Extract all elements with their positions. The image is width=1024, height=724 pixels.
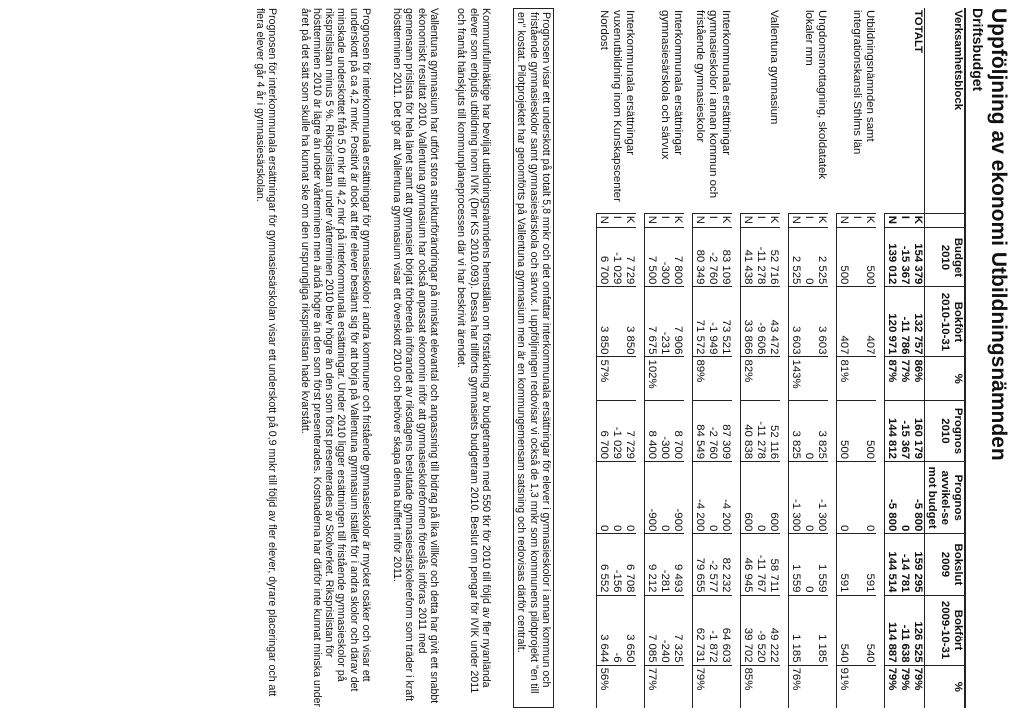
cell-prognos: 500 [837, 400, 851, 461]
cell-bokfort: -11 786 [898, 287, 911, 357]
cell-pct [815, 357, 828, 400]
cell-prognos: 8 700 [671, 400, 684, 461]
cell-avv: -5 800 [911, 462, 925, 534]
paragraph-interkommunala [298, 8, 372, 708]
cell-bokfort09: -240 [658, 595, 671, 665]
cell-bokslut: 6 708 [623, 534, 636, 595]
cell-avv: -4 200 [719, 462, 732, 534]
spacer-row [684, 8, 693, 708]
cell-pct2: 85% [741, 665, 755, 708]
cell-budget: 7 800 [671, 228, 684, 287]
cell-prognos: 40 838 [741, 400, 755, 461]
cell-bokfort09: 7 325 [671, 595, 684, 665]
table-row [623, 8, 636, 708]
cell-bokfort: 7 906 [671, 287, 684, 357]
cell-pct [706, 357, 719, 400]
cell-bokfort09: 3 650 [623, 595, 636, 665]
spacer-row [876, 8, 885, 708]
cell-pct2: 91% [837, 665, 851, 708]
cell-bokslut: 1 559 [815, 534, 828, 595]
paragraph-gymnasium [391, 8, 440, 708]
budget-table [596, 8, 966, 708]
cell-bokfort [802, 287, 815, 357]
cell-prognos: 160 179 [911, 400, 925, 461]
cell-pct: 143% [789, 357, 803, 400]
cell-bokfort09: 540 [863, 595, 876, 665]
cell-bokslut: 1 559 [789, 534, 803, 595]
row-code: K [863, 213, 876, 228]
cell-prognos: 7 729 [623, 400, 636, 461]
cell-prognos [850, 400, 863, 461]
cell-avv: 0 [597, 462, 611, 534]
spacer-row [732, 8, 741, 708]
cell-pct2: 77% [645, 665, 659, 708]
cell-budget [850, 228, 863, 287]
cell-bokfort09: 39 702 [741, 595, 755, 665]
cell-pct2 [767, 665, 780, 708]
page-title: Uppföljning av ekonomi Utbildningsnämnden [987, 8, 1010, 461]
cell-budget: 6 700 [597, 228, 611, 287]
cell-avv [850, 462, 863, 534]
cell-bokfort: -1 949 [706, 287, 719, 357]
table-row [671, 8, 684, 708]
cell-pct2 [610, 665, 623, 708]
cell-prognos: 3 825 [789, 400, 803, 461]
row-code: I [610, 213, 623, 228]
row-code: I [706, 213, 719, 228]
cell-avv: -5 800 [885, 462, 899, 534]
cell-pct2 [815, 665, 828, 708]
cell-avv: 0 [658, 462, 671, 534]
cell-pct2: 79% [693, 665, 707, 708]
row-code: K [911, 213, 925, 228]
cell-pct [754, 357, 767, 400]
row-label: Vallentuna gymnasium [768, 10, 780, 125]
cell-avv: 0 [863, 462, 876, 534]
cell-prognos: 84 549 [693, 400, 707, 461]
spacer-row [636, 8, 645, 708]
cell-bokfort: 3 850 [623, 287, 636, 357]
paragraph-text: Kommunfullmäktige har beviljat utbildningsnämndens hemställan om förstärkning av budgetramen med 550 tkr för 2010 till följd av fler nyanlända elever som erbjuds utbildning inom IVIK (Dnr KS 2010.093). Dessa har tillförts gymnasiets budgetram 2010. Beslut om pengar för IVIK under 2011 och framåt hänskjuts till kommunplaneprocessen där vi har beskrivit ärendet. [455, 8, 492, 694]
cell-bokfort: 33 866 [741, 287, 755, 357]
cell-bokfort: 73 521 [719, 287, 732, 357]
cell-bokslut: -2 577 [706, 534, 719, 595]
row-code: I [898, 213, 911, 228]
cell-bokslut: 591 [837, 534, 851, 595]
cell-budget: 7 729 [623, 228, 636, 287]
cell-bokslut: 159 295 [911, 534, 925, 595]
cell-pct2: 79% [911, 665, 925, 708]
cell-bokfort: 3 603 [789, 287, 803, 357]
cell-avv: -1 300 [815, 462, 828, 534]
cell-bokslut: 79 655 [693, 534, 707, 595]
cell-bokfort09 [802, 595, 815, 665]
row-label: Utbildningsnämnden samt integrationskansli Sthlms län [851, 10, 876, 155]
cell-avv: 0 [706, 462, 719, 534]
cell-pct: 81% [837, 357, 851, 400]
cell-bokslut: 82 232 [719, 534, 732, 595]
cell-prognos: -2 760 [706, 400, 719, 461]
cell-bokfort: 71 572 [693, 287, 707, 357]
cell-prognos: 500 [863, 400, 876, 461]
cell-bokslut: 144 514 [885, 534, 899, 595]
cell-bokfort09: -6 [610, 595, 623, 665]
col-header-block: Verksamhetsblock [925, 8, 966, 213]
row-code: I [754, 213, 767, 228]
cell-budget: 0 [802, 228, 815, 287]
cell-pct: 77% [898, 357, 911, 400]
cell-bokslut: 0 [802, 534, 815, 595]
table-row [767, 8, 780, 708]
table-row [863, 8, 876, 708]
cell-bokfort09: -9 520 [754, 595, 767, 665]
cell-bokfort [610, 287, 623, 357]
cell-bokslut: -156 [610, 534, 623, 595]
table-row [815, 8, 828, 708]
cell-pct: 87% [885, 357, 899, 400]
cell-bokfort09: 64 603 [719, 595, 732, 665]
col-header-bokfort09: Bokfört 2009-10-31 [925, 595, 966, 665]
cell-budget: -300 [658, 228, 671, 287]
cell-pct [802, 357, 815, 400]
table-header-row [925, 8, 966, 708]
cell-budget: 2 525 [789, 228, 803, 287]
cell-bokfort: 407 [863, 287, 876, 357]
cell-budget: -15 367 [898, 228, 911, 287]
cell-bokfort: 3 850 [597, 287, 611, 357]
cell-bokfort09: 540 [837, 595, 851, 665]
row-code: I [802, 213, 815, 228]
spacer-row [828, 8, 837, 708]
spacer-cell [876, 8, 885, 708]
cell-pct2: 76% [789, 665, 803, 708]
cell-pct: 102% [645, 357, 659, 400]
row-code: K [671, 213, 684, 228]
cell-bokslut: 58 711 [767, 534, 780, 595]
cell-pct2 [802, 665, 815, 708]
cell-bokfort: 7 675 [645, 287, 659, 357]
cell-prognos: 144 812 [885, 400, 899, 461]
cell-bokfort09: 49 222 [767, 595, 780, 665]
cell-bokfort09: 7 085 [645, 595, 659, 665]
table-row [719, 8, 732, 708]
cell-pct2: 56% [597, 665, 611, 708]
cell-avv: -900 [645, 462, 659, 534]
cell-budget: 41 438 [741, 228, 755, 287]
cell-bokfort: -9 606 [754, 287, 767, 357]
cell-pct [623, 357, 636, 400]
row-label: TOTALT [912, 10, 924, 54]
paragraph-text: Vallentuna gymnasium har utfört stora strukturförändringar på minskat elevantal och anpassning till bidrag på lika villkor och detta har givit ett snabbt ekonomiskt resultat 2010. Vallentuna gymnasium har också anpassat ekonomin inför att gymnasieskolreformen föreslås införas 2011 med gemensam prislista för hela länet samt att gymnasiet börjat förbereda införandet av riksdagens beslutade gymnasiesärskolereform som träder i kraft höstterminen 2011. Det gör att Vallentuna gymnasium visar ett överskott 2010 och behöver skapa denna buffert inför 2011. [391, 8, 440, 704]
cell-bokfort: 120 971 [885, 287, 899, 357]
cell-pct [850, 357, 863, 400]
cell-bokslut: 591 [863, 534, 876, 595]
cell-prognos: -11 278 [754, 400, 767, 461]
cell-pct2 [850, 665, 863, 708]
cell-pct2 [719, 665, 732, 708]
cell-pct: 57% [597, 357, 611, 400]
cell-avv: -1 300 [789, 462, 803, 534]
cell-budget: 83 109 [719, 228, 732, 287]
cell-bokfort: -231 [658, 287, 671, 357]
row-code: N [597, 213, 611, 228]
row-code: K [767, 213, 780, 228]
cell-prognos: -300 [658, 400, 671, 461]
cell-avv: 0 [623, 462, 636, 534]
cell-pct [610, 357, 623, 400]
table-row [911, 8, 925, 708]
page-subtitle: Driftsbudget [970, 8, 986, 92]
cell-prognos: 8 400 [645, 400, 659, 461]
cell-avv: -4 200 [693, 462, 707, 534]
col-header-bokfort: Bokfört 2010-10-31 [925, 287, 966, 357]
col-header-code [925, 213, 966, 228]
cell-bokfort09 [850, 595, 863, 665]
cell-bokfort09: 1 185 [789, 595, 803, 665]
cell-prognos: -15 367 [898, 400, 911, 461]
cell-budget: -11 278 [754, 228, 767, 287]
cell-bokslut: 46 945 [741, 534, 755, 595]
cell-bokslut: -11 767 [754, 534, 767, 595]
cell-prognos: -1 029 [610, 400, 623, 461]
cell-avv: 0 [754, 462, 767, 534]
cell-bokfort [850, 287, 863, 357]
cell-bokfort09: -11 638 [898, 595, 911, 665]
row-code: N [645, 213, 659, 228]
cell-bokfort: 132 757 [911, 287, 925, 357]
cell-pct2 [623, 665, 636, 708]
paragraph-text: Prognosen för interkommunala ersättningar för gymnasiesärskolan visar ett underskott på 0,9 mnkr till följd av fler elever, dyrare placeringar och att flera elever går 4 år i gymnasiesärskolan. [253, 8, 278, 697]
cell-budget: 52 716 [767, 228, 780, 287]
cell-pct [719, 357, 732, 400]
cell-pct2 [754, 665, 767, 708]
cell-pct [767, 357, 780, 400]
cell-budget: 7 500 [645, 228, 659, 287]
cell-avv: -900 [671, 462, 684, 534]
col-header-pct2: % [925, 665, 966, 708]
cell-bokfort09: 126 525 [911, 595, 925, 665]
paragraph-ivik [455, 8, 492, 708]
table-body [597, 8, 925, 708]
cell-pct: 82% [741, 357, 755, 400]
row-label: Interkommunala ersättningar gymnasiesärskola och särvux [659, 10, 684, 160]
row-code: K [719, 213, 732, 228]
cell-bokslut: 9 493 [671, 534, 684, 595]
cell-avv: 600 [767, 462, 780, 534]
summary-box [513, 8, 554, 708]
cell-pct2 [706, 665, 719, 708]
row-label: Interkommunala ersättningar gymnasieskolor i annan kommun och fristående gymnasieskolor [694, 10, 732, 199]
cell-pct: 89% [693, 357, 707, 400]
cell-avv: 0 [802, 462, 815, 534]
col-header-prognos: Prognos 2010 [925, 400, 966, 461]
cell-pct2: 79% [898, 665, 911, 708]
col-header-bokslut: Bokslut 2009 [925, 534, 966, 595]
col-header-budget: Budget 2010 [925, 228, 966, 287]
cell-bokfort: 3 603 [815, 287, 828, 357]
spacer-cell [732, 8, 741, 708]
row-code: I [850, 213, 863, 228]
cell-budget: 154 379 [911, 228, 925, 287]
cell-bokslut: 6 552 [597, 534, 611, 595]
cell-budget: 2 525 [815, 228, 828, 287]
paragraph-text: Prognosen för interkommunala ersättningar för gymnasieskolor i andra kommuner och fristående gymnasieskolor är mycket osäker och visar ett underskott på ca 4,2 mnkr. Positivt är dock att fler elever bestämt sig för att börja på Vallentuna gymnasium istället för i andra skolor och därav det minskade underskottet från 5,0 mkr till 4,2 mkr på interkommunala ersättningar. Under 2010 ligger ersättningen till fristående gymnasieskolor på riksprislistan minus 5 %. Riksprislistan under vårterminen 2010 blev högre än den som först presenterades av Skolverket. Riksprislistan för höstterminen 2010 är lägre än under vårterminen men ändå högre än den som först presenterades. Kostnaderna har därför inte kunnat minska under året på det sätt som skulle ha kunnat ske om den ursprungliga riksprislistan hade kvarstått. [298, 8, 372, 708]
spacer-cell [684, 8, 693, 708]
cell-pct2: 79% [885, 665, 899, 708]
row-code: K [815, 213, 828, 228]
spacer-cell [780, 8, 789, 708]
cell-avv: 0 [898, 462, 911, 534]
cell-bokslut: -281 [658, 534, 671, 595]
paragraph-sarskola [253, 8, 278, 708]
cell-bokfort09: -1 872 [706, 595, 719, 665]
cell-bokfort09: 62 731 [693, 595, 707, 665]
col-header-pct: % [925, 357, 966, 400]
row-label: Interkommunala ersättningar vuxenutbildning inom Kunskapscenter Nordost [598, 10, 636, 202]
row-code: N [693, 213, 707, 228]
row-code: N [837, 213, 851, 228]
cell-bokfort09: 1 185 [815, 595, 828, 665]
cell-avv: 600 [741, 462, 755, 534]
spacer-cell [636, 8, 645, 708]
row-code: K [623, 213, 636, 228]
cell-budget: 500 [837, 228, 851, 287]
cell-pct [671, 357, 684, 400]
cell-pct [658, 357, 671, 400]
cell-budget: -1 029 [610, 228, 623, 287]
cell-bokslut: -14 781 [898, 534, 911, 595]
cell-avv: 0 [837, 462, 851, 534]
spacer-row [780, 8, 789, 708]
cell-bokfort09: 3 644 [597, 595, 611, 665]
cell-budget: 500 [863, 228, 876, 287]
spacer-cell [828, 8, 837, 708]
cell-prognos: 3 825 [815, 400, 828, 461]
cell-prognos: 0 [802, 400, 815, 461]
summary-text: Prognosen visar ett underskott på totalt 5,8 mnkr och det omfattar interkommunala ersättningar för elever i gymnasieskolor i annan kommun och fristående gymnasieskolor samt gymnasiesärskola och särvux. I uppföljningen redovisar vi också de 1,3 mnkr som kommunens pilotprojekt "en till en" kostat. Pilotprojektet har genomförts på Vallentuna gymnasium men är en kommungemensam satsning och redovisas därför centralt. [513, 8, 554, 708]
cell-bokslut [850, 534, 863, 595]
cell-prognos: 87 309 [719, 400, 732, 461]
cell-budget: 80 349 [693, 228, 707, 287]
row-code: N [741, 213, 755, 228]
row-code: N [789, 213, 803, 228]
col-header-avvikelse: Prognos avvikel-se mot budget [925, 462, 966, 534]
cell-pct: 86% [911, 357, 925, 400]
cell-pct2 [863, 665, 876, 708]
row-label: Ungdomsmottagning, skoldatatek lokaler mm [803, 10, 828, 180]
cell-pct2 [671, 665, 684, 708]
cell-bokfort: 407 [837, 287, 851, 357]
cell-pct2 [658, 665, 671, 708]
cell-bokslut: 9 212 [645, 534, 659, 595]
row-code: N [885, 213, 899, 228]
cell-prognos: 6 700 [597, 400, 611, 461]
cell-avv: 0 [610, 462, 623, 534]
cell-prognos: 52 116 [767, 400, 780, 461]
row-code: I [658, 213, 671, 228]
cell-bokfort09: 114 887 [885, 595, 899, 665]
cell-budget: -2 760 [706, 228, 719, 287]
cell-pct [863, 357, 876, 400]
cell-budget: 139 012 [885, 228, 899, 287]
cell-bokfort: 43 472 [767, 287, 780, 357]
